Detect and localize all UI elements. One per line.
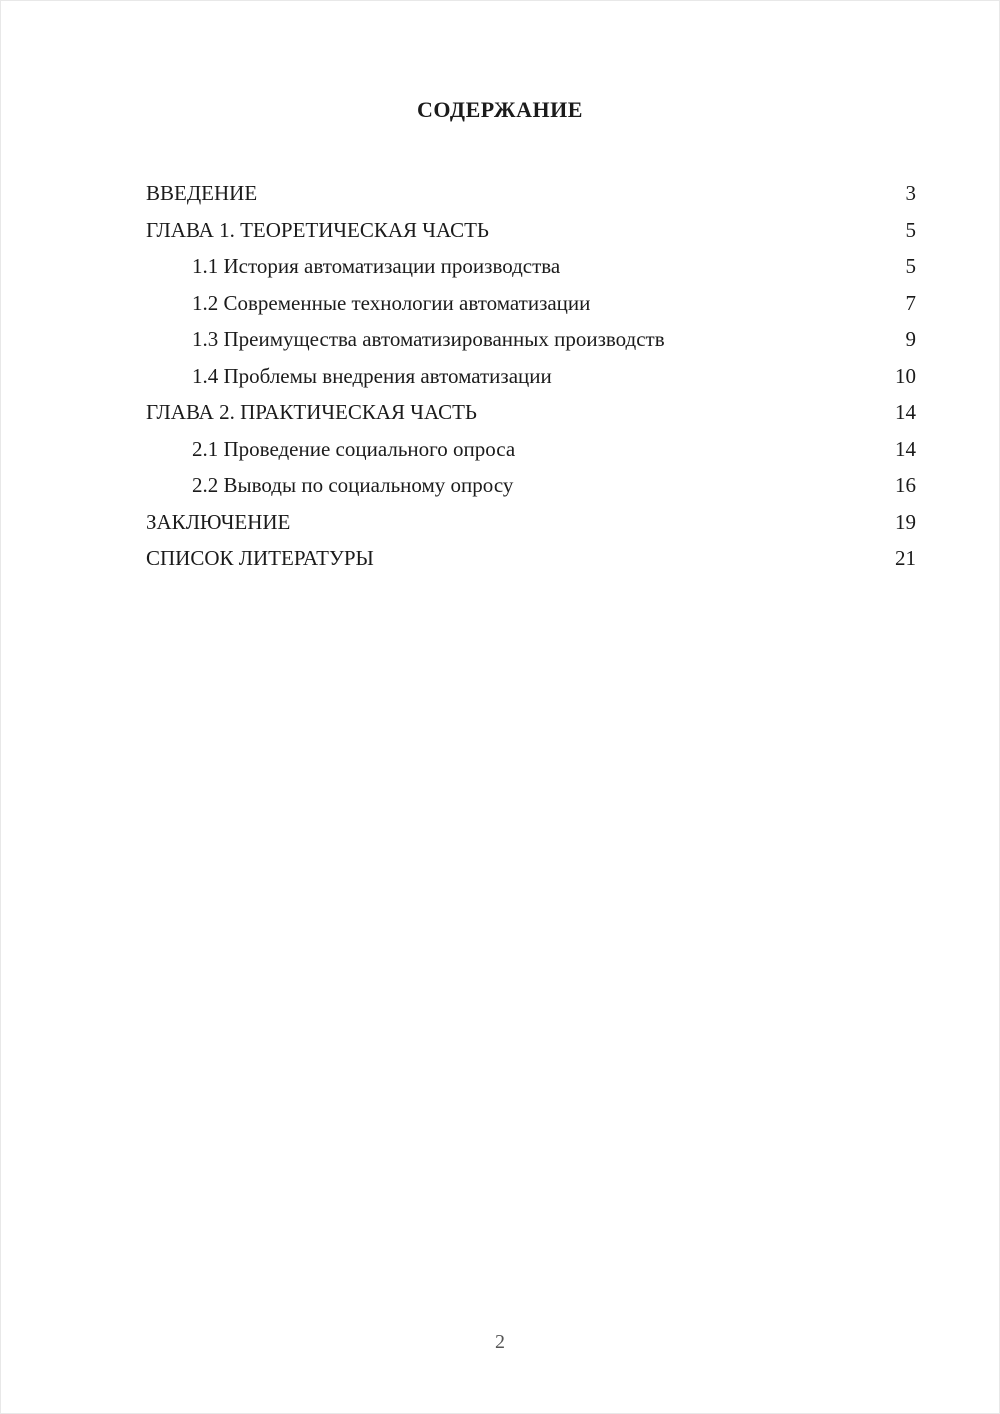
toc-row [146,175,916,212]
page-number: 2 [495,1331,505,1353]
toc-row [146,248,916,285]
toc-list [146,175,916,577]
toc-entry-label: 2.2 Выводы по социальному опросу [192,473,514,497]
toc-row [146,285,916,322]
toc-row [146,358,916,395]
toc-entry-page: 14 [895,400,916,424]
toc-entry-page: 5 [905,254,916,278]
toc-row [146,321,916,358]
toc-entry-page: 9 [905,327,916,351]
toc-entry-label: СПИСОК ЛИТЕРАТУРЫ [146,546,374,570]
toc-entry-page: 14 [895,436,916,461]
toc-entry-page: 7 [905,290,916,315]
toc-entry-label: 1.3 Преимущества автоматизированных производств [192,327,665,351]
toc-title: СОДЕРЖАНИЕ [417,97,583,122]
toc-entry-page: 21 [895,546,916,570]
toc-entry-label: 2.1 Проведение социального опроса [192,436,516,461]
toc-entry-page: 16 [895,473,916,497]
toc-entry-label: 1.4 Проблемы внедрения автоматизации [192,363,552,388]
toc-entry-page: 19 [895,509,916,534]
toc-row [146,467,916,504]
toc-entry-label: 1.2 Современные технологии автоматизации [192,290,591,315]
toc-row [146,212,916,249]
toc-row [146,504,916,541]
toc-entry-label: ЗАКЛЮЧЕНИЕ [146,509,291,534]
toc-entry-label: ГЛАВА 1. ТЕОРЕТИЧЕСКАЯ ЧАСТЬ [146,217,489,242]
toc-row [146,431,916,468]
toc-entry-label: ГЛАВА 2. ПРАКТИЧЕСКАЯ ЧАСТЬ [146,400,477,424]
toc-entry-page: 3 [905,181,916,205]
toc-row [146,540,916,577]
toc-entry-page: 5 [905,217,916,242]
toc-entry-label: ВВЕДЕНИЕ [146,181,258,205]
toc-row [146,394,916,431]
toc-entry-label: 1.1 История автоматизации производства [192,254,561,278]
toc-entry-page: 10 [895,363,916,388]
